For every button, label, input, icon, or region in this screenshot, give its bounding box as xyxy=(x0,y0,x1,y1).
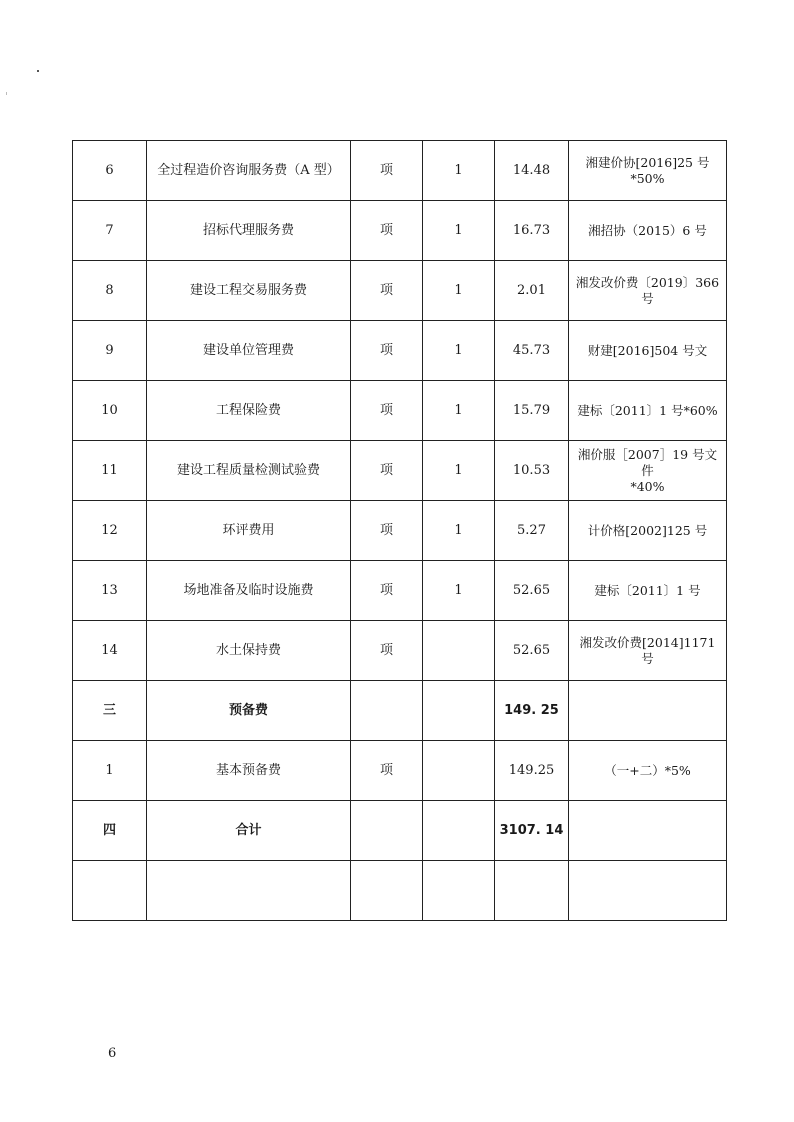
cell-no: 8 xyxy=(73,261,147,321)
cell-no: 7 xyxy=(73,201,147,261)
cell-amount: 149. 25 xyxy=(495,681,569,741)
cell-unit: 项 xyxy=(351,561,423,621)
cell-qty: 1 xyxy=(423,441,495,501)
cell-unit xyxy=(351,861,423,921)
cell-unit: 项 xyxy=(351,141,423,201)
cell-qty: 1 xyxy=(423,261,495,321)
table-row xyxy=(73,321,727,381)
cell-basis: 湘招协（2015）6 号 xyxy=(569,201,727,261)
cell-basis xyxy=(569,681,727,741)
cell-qty: 1 xyxy=(423,141,495,201)
cell-no: 10 xyxy=(73,381,147,441)
cell-amount: 3107. 14 xyxy=(495,801,569,861)
cell-name: 建设工程质量检测试验费 xyxy=(147,441,351,501)
cell-qty xyxy=(423,861,495,921)
cell-unit: 项 xyxy=(351,501,423,561)
cell-basis: （一+二）*5% xyxy=(569,741,727,801)
cell-name: 建设工程交易服务费 xyxy=(147,261,351,321)
cell-basis: 建标〔2011〕1 号*60% xyxy=(569,381,727,441)
cell-no: 6 xyxy=(73,141,147,201)
cell-amount: 52.65 xyxy=(495,561,569,621)
table-row xyxy=(73,681,727,741)
table-row xyxy=(73,381,727,441)
cell-no: 11 xyxy=(73,441,147,501)
cell-name: 基本预备费 xyxy=(147,741,351,801)
cell-amount: 52.65 xyxy=(495,621,569,681)
cell-amount: 14.48 xyxy=(495,141,569,201)
table-row xyxy=(73,141,727,201)
table-row xyxy=(73,621,727,681)
cell-qty: 1 xyxy=(423,501,495,561)
cell-amount: 5.27 xyxy=(495,501,569,561)
cell-name: 建设单位管理费 xyxy=(147,321,351,381)
cell-unit: 项 xyxy=(351,201,423,261)
page-number: 6 xyxy=(108,1046,117,1061)
cell-name: 环评费用 xyxy=(147,501,351,561)
cell-name: 合计 xyxy=(147,801,351,861)
cell-unit: 项 xyxy=(351,261,423,321)
cell-basis: 湘发改价费[2014]1171 号 xyxy=(569,621,727,681)
cell-basis xyxy=(569,861,727,921)
cell-qty xyxy=(423,801,495,861)
cell-unit: 项 xyxy=(351,381,423,441)
cell-unit: 项 xyxy=(351,321,423,381)
cell-basis: 计价格[2002]125 号 xyxy=(569,501,727,561)
table-row xyxy=(73,261,727,321)
cost-table xyxy=(72,140,727,921)
cell-basis xyxy=(569,801,727,861)
cell-qty: 1 xyxy=(423,381,495,441)
table-row xyxy=(73,801,727,861)
cell-basis: 湘发改价费〔2019〕366 号 xyxy=(569,261,727,321)
table-row xyxy=(73,441,727,501)
cell-no: 13 xyxy=(73,561,147,621)
table-row xyxy=(73,741,727,801)
cell-name: 全过程造价咨询服务费（A 型） xyxy=(147,141,351,201)
cell-amount: 149.25 xyxy=(495,741,569,801)
cell-qty xyxy=(423,621,495,681)
cell-basis: 湘建价协[2016]25 号 *50% xyxy=(569,141,727,201)
cell-basis: 财建[2016]504 号文 xyxy=(569,321,727,381)
cell-amount xyxy=(495,861,569,921)
cell-name xyxy=(147,861,351,921)
cell-basis: 湘价服［2007］19 号文件 *40% xyxy=(569,441,727,501)
scan-speck xyxy=(6,92,7,95)
cell-name: 场地准备及临时设施费 xyxy=(147,561,351,621)
cell-name: 预备费 xyxy=(147,681,351,741)
scan-speck xyxy=(37,70,39,72)
cell-name: 工程保险费 xyxy=(147,381,351,441)
cell-qty: 1 xyxy=(423,201,495,261)
cell-no: 9 xyxy=(73,321,147,381)
cell-qty: 1 xyxy=(423,561,495,621)
cell-no: 12 xyxy=(73,501,147,561)
cell-no: 三 xyxy=(73,681,147,741)
cell-no: 1 xyxy=(73,741,147,801)
cell-qty: 1 xyxy=(423,321,495,381)
table-row xyxy=(73,501,727,561)
cell-amount: 10.53 xyxy=(495,441,569,501)
cell-name: 水土保持费 xyxy=(147,621,351,681)
cell-no: 四 xyxy=(73,801,147,861)
table-body xyxy=(73,141,727,921)
cell-amount: 45.73 xyxy=(495,321,569,381)
cell-no xyxy=(73,861,147,921)
cell-unit: 项 xyxy=(351,441,423,501)
cell-amount: 2.01 xyxy=(495,261,569,321)
table-row xyxy=(73,561,727,621)
table-row xyxy=(73,861,727,921)
cell-unit xyxy=(351,801,423,861)
cell-amount: 16.73 xyxy=(495,201,569,261)
cell-qty xyxy=(423,741,495,801)
cell-unit: 项 xyxy=(351,741,423,801)
cell-amount: 15.79 xyxy=(495,381,569,441)
cell-no: 14 xyxy=(73,621,147,681)
cell-qty xyxy=(423,681,495,741)
cell-unit: 项 xyxy=(351,621,423,681)
cell-name: 招标代理服务费 xyxy=(147,201,351,261)
cell-unit xyxy=(351,681,423,741)
cell-basis: 建标〔2011〕1 号 xyxy=(569,561,727,621)
table-row xyxy=(73,201,727,261)
